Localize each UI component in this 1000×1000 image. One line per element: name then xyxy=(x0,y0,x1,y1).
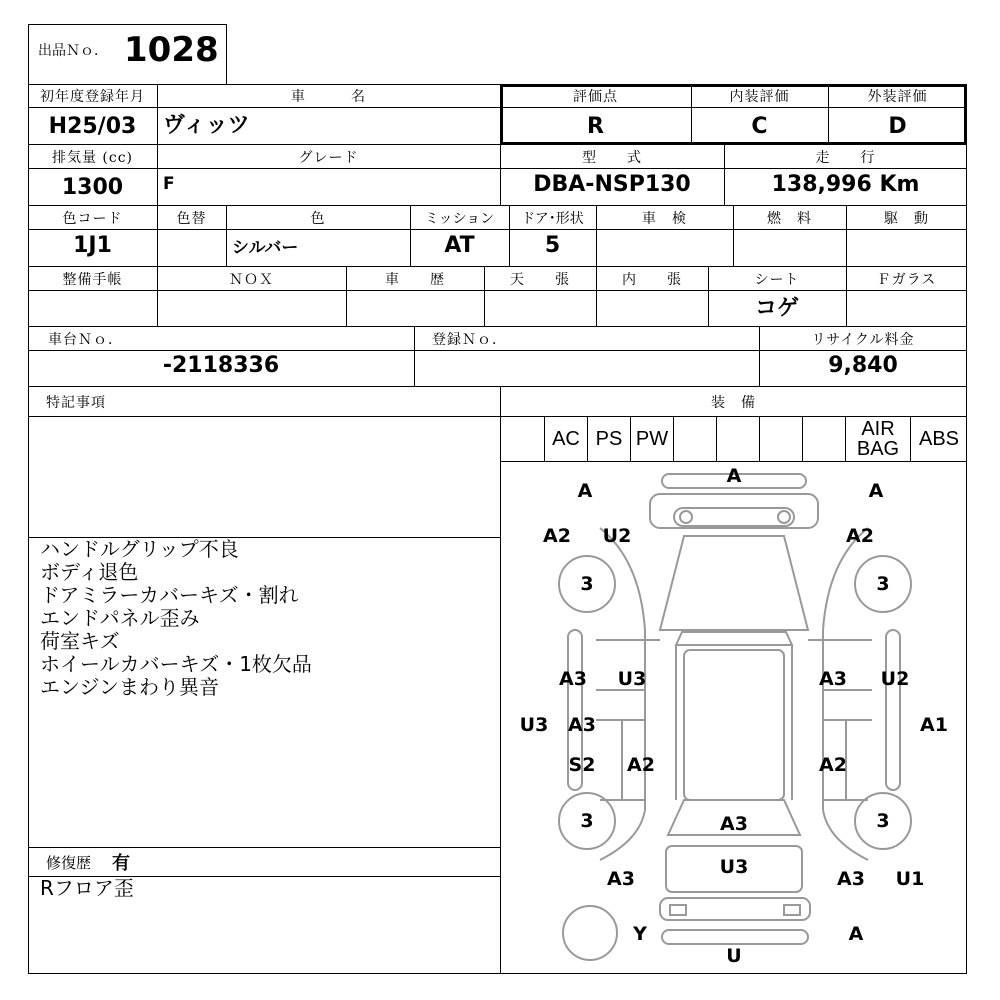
damage-mark: U3 xyxy=(519,714,549,736)
interior-score-value: C xyxy=(751,113,768,139)
note-line: 荷室キズ xyxy=(40,629,120,653)
damage-mark: A2 xyxy=(846,525,874,547)
interior-score-label: 内装評価 xyxy=(729,89,790,105)
chassis-label: 車台Ｎｏ． xyxy=(48,331,123,348)
model-label: 型 式 xyxy=(582,149,642,166)
score-label: 評価点 xyxy=(573,89,618,105)
damage-mark: U2 xyxy=(602,525,632,547)
history-value xyxy=(346,291,484,321)
history-label: 車 歴 xyxy=(385,271,445,288)
damage-mark: 3 xyxy=(876,810,890,832)
damage-mark: U1 xyxy=(895,868,925,890)
mileage-value: 138,996 Km xyxy=(771,171,920,197)
recycle-fee-value: 9,840 xyxy=(828,352,898,378)
grade-value: F xyxy=(163,174,175,194)
mission-value: AT xyxy=(444,232,475,258)
seat-label: シート xyxy=(754,271,800,288)
interior-lining-label: 内 張 xyxy=(622,271,682,288)
equipment-cell xyxy=(717,417,759,461)
exterior-score-label: 外装評価 xyxy=(867,89,928,105)
nox-label: ＮＯＸ xyxy=(229,271,274,288)
equipment-cell xyxy=(803,417,845,461)
reg-year-label: 初年度登録年月 xyxy=(40,89,145,105)
notes-list xyxy=(40,538,312,699)
grade-label: グレード xyxy=(298,149,359,166)
nox-value xyxy=(157,291,346,321)
equipment-cell xyxy=(674,417,716,461)
drive-value xyxy=(846,230,967,260)
equipment-abs: ABS xyxy=(918,428,960,450)
mileage-label: 走 行 xyxy=(815,149,876,166)
inspection-label: 車 検 xyxy=(642,210,687,227)
damage-mark: A3 xyxy=(568,714,596,736)
note-line: ホイールカバーキズ・1枚欠品 xyxy=(40,652,312,676)
note-line: エンドパネル歪み xyxy=(40,606,200,630)
mission-label: ミッション xyxy=(424,210,495,227)
service-book-value xyxy=(28,291,157,321)
repair-label: 修復歴 xyxy=(46,854,92,872)
equipment-cell xyxy=(501,417,544,461)
notes-label: 特記事項 xyxy=(46,395,106,411)
score-value: R xyxy=(587,113,604,139)
seat-value: コゲ xyxy=(754,295,799,321)
damage-mark: A3 xyxy=(607,868,635,890)
note-line: ボディ退色 xyxy=(40,560,139,584)
damage-mark: 3 xyxy=(876,573,890,595)
damage-mark: A3 xyxy=(559,668,587,690)
interior-lining-value xyxy=(596,291,708,321)
fuel-label: 燃 料 xyxy=(767,210,812,227)
note-line: エンジンまわり異音 xyxy=(40,675,219,699)
damage-mark: A2 xyxy=(543,525,571,547)
damage-mark: A xyxy=(848,923,864,945)
reg-number-label: 登録Ｎｏ． xyxy=(432,331,507,348)
chassis-value: -2118336 xyxy=(162,352,280,378)
color-code-value: 1J1 xyxy=(73,232,112,258)
damage-mark: U2 xyxy=(880,668,910,690)
note-line: ドアミラーカバーキズ・割れ xyxy=(40,583,299,607)
service-book-label: 整備手帳 xyxy=(62,271,123,288)
damage-mark: A xyxy=(577,480,593,502)
damage-mark: A xyxy=(868,480,884,502)
exterior-score-value: D xyxy=(888,113,907,139)
damage-mark: A2 xyxy=(627,754,655,776)
repaint-value xyxy=(157,230,226,260)
reg-year-value: H25/03 xyxy=(48,113,137,139)
color-code-label: 色コード xyxy=(62,210,123,227)
displacement-label: 排気量 (cc) xyxy=(51,149,134,166)
damage-mark: A3 xyxy=(720,813,748,835)
equipment-pw: PW xyxy=(635,428,669,450)
damage-mark: 3 xyxy=(580,810,594,832)
damage-mark: U3 xyxy=(617,668,647,690)
repair-note: Rフロア歪 xyxy=(40,876,134,900)
damage-mark: S2 xyxy=(568,754,596,776)
fuel-value xyxy=(733,230,846,260)
reg-number-value xyxy=(414,350,759,380)
damage-mark: 3 xyxy=(580,573,594,595)
inspection-value xyxy=(596,230,733,260)
equipment-cell xyxy=(760,417,802,461)
roof-lining-value xyxy=(484,291,596,321)
front-glass-label: Ｆガラス xyxy=(876,271,937,288)
color-value: シルバー xyxy=(232,237,299,258)
equipment-ps: PS xyxy=(595,428,623,450)
front-glass-value xyxy=(846,291,967,321)
damage-mark: A2 xyxy=(819,754,847,776)
drive-label: 駆 動 xyxy=(884,210,929,227)
car-name-label: 車 名 xyxy=(291,89,366,105)
recycle-fee-label: リサイクル料金 xyxy=(811,331,915,348)
equipment-airbag: AIR BAG xyxy=(856,418,900,460)
damage-mark: U3 xyxy=(719,856,749,878)
repair-value: 有 xyxy=(112,853,130,874)
damage-mark: U xyxy=(726,945,742,967)
door-label: ドア･形状 xyxy=(521,210,584,227)
damage-mark: Y xyxy=(633,923,647,945)
damage-mark: A3 xyxy=(837,868,865,890)
model-value: DBA-NSP130 xyxy=(533,171,691,197)
damage-mark: A xyxy=(726,465,742,487)
equipment-ac: AC xyxy=(552,428,580,450)
door-value: 5 xyxy=(544,232,561,258)
car-name-value: ヴィッツ xyxy=(163,112,250,138)
repaint-label: 色替 xyxy=(176,210,207,227)
equipment-label: 装 備 xyxy=(711,395,756,411)
damage-mark: A1 xyxy=(920,714,948,736)
lot-number: 1028 xyxy=(124,30,219,70)
note-line: ハンドルグリップ不良 xyxy=(40,537,239,561)
displacement-value: 1300 xyxy=(61,174,124,200)
roof-lining-label: 天 張 xyxy=(510,271,570,288)
lot-label: 出品Ｎｏ． xyxy=(38,43,108,59)
color-label: 色 xyxy=(310,210,326,227)
damage-mark: A3 xyxy=(819,668,847,690)
